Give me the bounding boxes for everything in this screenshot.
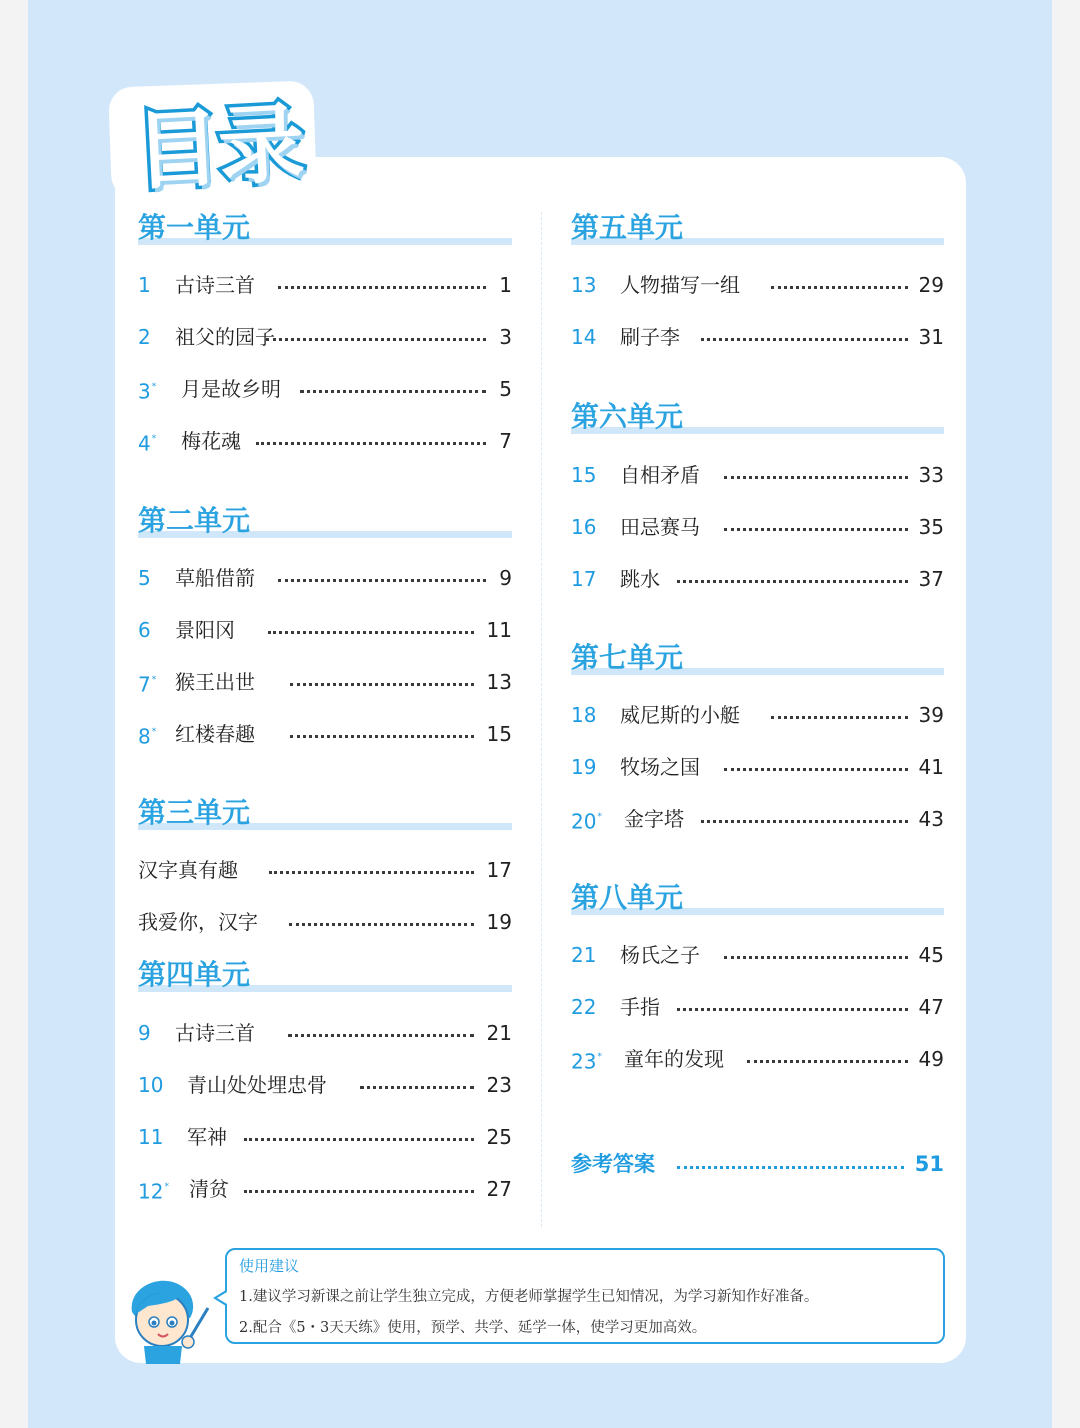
lesson-number-text: 5 <box>138 566 151 590</box>
lesson-title: 青山处处埋忠骨 <box>187 1073 327 1097</box>
lesson-number-text: 4 <box>138 431 151 456</box>
lesson-number-text: 11 <box>138 1125 164 1149</box>
page-number: 23 <box>486 1073 512 1097</box>
page-number: 47 <box>918 995 944 1019</box>
unit-heading <box>138 957 512 997</box>
page-number: 9 <box>499 566 512 590</box>
lesson-number <box>138 1122 163 1152</box>
lesson-title: 红楼春趣 <box>175 722 255 746</box>
dot-leader <box>290 735 474 738</box>
lesson-number-text: 18 <box>571 703 597 727</box>
dot-leader <box>724 956 908 959</box>
lesson-number-text: 9 <box>138 1021 151 1045</box>
lesson-number-text: 19 <box>571 755 597 779</box>
dot-leader <box>288 1034 474 1037</box>
dot-leader <box>244 1138 474 1141</box>
unit-heading <box>138 503 512 543</box>
dot-leader <box>278 579 486 582</box>
optional-mark: * <box>597 1052 602 1062</box>
toc-entry[interactable] <box>571 1044 944 1074</box>
lesson-number-text: 7 <box>138 672 151 697</box>
column-divider <box>541 212 542 1227</box>
lesson-number-text: 20 <box>571 809 597 834</box>
lesson-number <box>138 667 156 700</box>
lesson-title: 田忌赛马 <box>620 515 700 539</box>
lesson-number-text: 14 <box>571 325 597 349</box>
toc-entry[interactable] <box>571 270 944 300</box>
page-number: 45 <box>918 943 944 967</box>
lesson-number-text: 6 <box>138 618 151 642</box>
toc-entry[interactable] <box>138 1174 512 1204</box>
lesson-number-text: 21 <box>571 943 597 967</box>
tips-line-1: 1.建议学习新课之前让学生独立完成，方便老师掌握学生已知情况，为学习新知作好准备。 <box>239 1289 819 1305</box>
lesson-number-text: 12 <box>138 1179 164 1204</box>
page-number: 31 <box>918 325 944 349</box>
toc-entry[interactable] <box>571 940 944 970</box>
page-number: 19 <box>486 910 512 934</box>
lesson-title: 跳水 <box>620 567 660 591</box>
dot-leader <box>300 390 486 393</box>
lesson-number <box>571 270 596 300</box>
dot-leader <box>724 768 908 771</box>
lesson-title: 猴王出世 <box>175 670 255 694</box>
unit-heading <box>571 880 944 920</box>
page-number: 35 <box>918 515 944 539</box>
unit-title: 第六单元 <box>571 400 684 433</box>
lesson-number <box>138 615 151 645</box>
mascot-icon <box>118 1268 214 1364</box>
unit-heading <box>138 795 512 835</box>
lesson-number <box>571 804 602 837</box>
lesson-number <box>138 1018 151 1048</box>
dot-leader <box>724 476 908 479</box>
unit-heading <box>571 640 944 680</box>
toc-entry[interactable] <box>571 322 944 352</box>
lesson-number-text: 22 <box>571 995 597 1019</box>
lesson-title: 古诗三首 <box>175 1021 255 1045</box>
lesson-title: 清贫 <box>189 1177 229 1201</box>
dot-leader <box>289 923 474 926</box>
page-number: 43 <box>918 807 944 831</box>
page-title: 目录 <box>131 93 305 203</box>
toc-entry[interactable] <box>138 907 512 937</box>
optional-mark: * <box>151 434 157 444</box>
dot-leader <box>290 683 474 686</box>
lesson-title: 祖父的园子 <box>175 325 275 349</box>
toc-entry[interactable] <box>571 460 944 490</box>
lesson-title: 手指 <box>620 995 660 1019</box>
unit-title: 第三单元 <box>138 796 251 829</box>
page-number: 27 <box>486 1177 512 1201</box>
unit-title: 第四单元 <box>138 958 251 991</box>
toc-entry[interactable] <box>138 615 512 645</box>
lesson-title: 金字塔 <box>624 807 684 831</box>
page-number: 49 <box>918 1047 944 1071</box>
lesson-number-text: 3 <box>138 379 151 404</box>
lesson-number <box>571 460 596 490</box>
optional-mark: * <box>151 727 157 737</box>
page-number: 13 <box>486 670 512 694</box>
page-edge-right <box>1052 0 1080 1428</box>
lesson-number-text: 23 <box>571 1049 597 1074</box>
page-number: 39 <box>918 703 944 727</box>
lesson-title: 人物描写一组 <box>620 273 740 297</box>
toc-entry[interactable] <box>571 564 944 594</box>
dot-leader <box>278 286 486 289</box>
lesson-number-text: 17 <box>571 567 597 591</box>
page-number: 37 <box>918 567 944 591</box>
lesson-number-text: 15 <box>571 463 597 487</box>
toc-entry[interactable] <box>138 855 512 885</box>
toc-entry[interactable] <box>138 1018 512 1048</box>
toc-entry[interactable] <box>138 667 512 697</box>
page-number: 11 <box>486 618 512 642</box>
lesson-title: 刷子李 <box>620 325 680 349</box>
lesson-title: 军神 <box>187 1125 227 1149</box>
optional-mark: * <box>164 1182 169 1192</box>
toc-entry[interactable] <box>138 563 512 593</box>
dot-leader <box>244 1190 474 1193</box>
lesson-number <box>138 719 156 752</box>
optional-mark: * <box>151 382 157 392</box>
lesson-number <box>138 322 151 352</box>
lesson-number <box>571 752 596 782</box>
lesson-number-text: 1 <box>138 273 151 297</box>
usage-tips-box <box>225 1248 945 1344</box>
optional-mark: * <box>597 812 602 822</box>
toc-entry[interactable] <box>571 804 944 834</box>
lesson-number <box>138 374 156 407</box>
lesson-number <box>571 992 596 1022</box>
lesson-number-text: 13 <box>571 273 597 297</box>
lesson-title: 梅花魂 <box>181 429 241 453</box>
lesson-number <box>138 1070 163 1100</box>
lesson-number-text: 10 <box>138 1073 164 1097</box>
lesson-number <box>138 563 151 593</box>
dot-leader <box>677 1008 908 1011</box>
lesson-title: 威尼斯的小艇 <box>620 703 740 727</box>
page-number: 21 <box>486 1021 512 1045</box>
toc-entry[interactable] <box>138 1070 512 1100</box>
lesson-number <box>571 322 596 352</box>
page-number: 17 <box>486 858 512 882</box>
answers-label: 参考答案 <box>571 1152 655 1176</box>
toc-entry[interactable] <box>138 426 512 456</box>
lesson-number <box>571 940 596 970</box>
lesson-number-text: 2 <box>138 325 151 349</box>
lesson-title: 景阳冈 <box>175 618 235 642</box>
toc-entry[interactable] <box>571 700 944 730</box>
unit-title: 第五单元 <box>571 211 684 244</box>
lesson-title: 童年的发现 <box>624 1047 724 1071</box>
dot-leader <box>266 338 486 341</box>
dot-leader <box>269 871 474 874</box>
lesson-number <box>571 1044 602 1077</box>
lesson-number <box>138 426 156 459</box>
lesson-number-text: 8 <box>138 724 151 749</box>
answers-leader <box>677 1166 904 1169</box>
tips-heading: 使用建议 <box>239 1257 300 1275</box>
dot-leader <box>701 820 908 823</box>
toc-entry[interactable] <box>138 322 512 352</box>
dot-leader <box>771 716 908 719</box>
unit-heading <box>571 210 944 250</box>
unit-heading <box>138 210 512 250</box>
dot-leader <box>724 528 908 531</box>
lesson-title: 杨氏之子 <box>620 943 700 967</box>
page-edge-left <box>0 0 28 1428</box>
dot-leader <box>256 442 486 445</box>
lesson-number <box>571 700 596 730</box>
page-number: 5 <box>499 377 512 401</box>
lesson-title: 草船借箭 <box>175 566 255 590</box>
lesson-number <box>571 564 596 594</box>
page-number: 1 <box>499 273 512 297</box>
tips-pointer-inner <box>217 1292 227 1304</box>
lesson-number-text: 16 <box>571 515 597 539</box>
lesson-title: 月是故乡明 <box>181 377 281 401</box>
dot-leader <box>677 580 908 583</box>
toc-entry[interactable] <box>138 1122 512 1152</box>
dot-leader <box>701 338 908 341</box>
lesson-title: 我爱你，汉字 <box>138 910 258 934</box>
lesson-number <box>571 512 596 542</box>
dot-leader <box>268 631 474 634</box>
page-number: 33 <box>918 463 944 487</box>
unit-heading <box>571 399 944 439</box>
toc-entry[interactable] <box>138 374 512 404</box>
page-number: 3 <box>499 325 512 349</box>
toc-entry[interactable] <box>571 992 944 1022</box>
page-number: 25 <box>486 1125 512 1149</box>
answers-entry[interactable] <box>571 1147 944 1181</box>
unit-title: 第七单元 <box>571 641 684 674</box>
toc-entry[interactable] <box>571 512 944 542</box>
dot-leader <box>747 1060 908 1063</box>
lesson-title: 自相矛盾 <box>620 463 700 487</box>
lesson-number <box>138 1174 169 1207</box>
tips-line-2: 2.配合《5・3天天练》使用，预学、共学、延学一体，使学习更加高效。 <box>239 1320 707 1336</box>
page-number: 41 <box>918 755 944 779</box>
optional-mark: * <box>151 675 157 685</box>
unit-title: 第二单元 <box>138 504 251 537</box>
unit-title: 第八单元 <box>571 881 684 914</box>
page-number: 29 <box>918 273 944 297</box>
page-number: 7 <box>499 429 512 453</box>
answers-page: 51 <box>914 1152 944 1176</box>
lesson-title: 牧场之国 <box>620 755 700 779</box>
toc-entry[interactable] <box>138 270 512 300</box>
dot-leader <box>360 1086 474 1089</box>
toc-entry[interactable] <box>138 719 512 749</box>
lesson-number <box>138 270 151 300</box>
dot-leader <box>771 286 908 289</box>
toc-entry[interactable] <box>571 752 944 782</box>
lesson-title: 古诗三首 <box>175 273 255 297</box>
page-number: 15 <box>486 722 512 746</box>
unit-title: 第一单元 <box>138 211 251 244</box>
lesson-title: 汉字真有趣 <box>138 858 238 882</box>
